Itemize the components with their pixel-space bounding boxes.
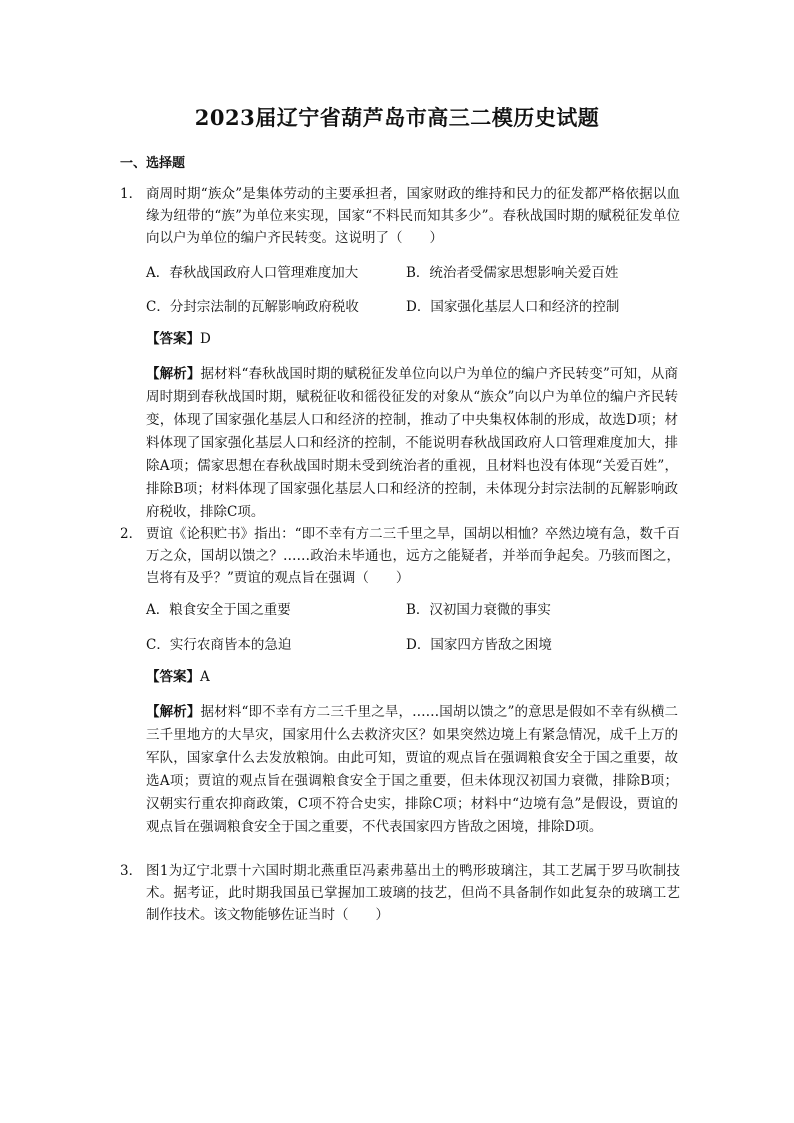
answer-value: A — [200, 669, 210, 685]
analysis-block — [146, 701, 678, 839]
option-c: C．实行农商皆本的急迫 — [146, 637, 292, 653]
question-3 — [120, 860, 680, 926]
answer-line — [146, 328, 211, 350]
section-heading: 一、选择题 — [120, 156, 186, 171]
option-d: D．国家强化基层人口和经济的控制 — [406, 299, 620, 315]
question-1 — [120, 183, 680, 249]
analysis-tag: 【解析】 — [146, 704, 201, 720]
analysis-tag: 【解析】 — [146, 366, 201, 382]
question-number: 2． — [120, 526, 143, 542]
question-stem: 图1为辽宁北票十六国时期北燕重臣冯素弗墓出土的鸭形玻璃注，其工艺属于罗马吹制技术。据考证，此时期我国虽已掌握加工玻璃的技艺，但尚不具备制作如此复杂的玻璃工艺制作技术。该文物能够佐证当时（ ） — [146, 863, 680, 923]
question-stem: 商周时期“族众”是集体劳动的主要承担者，国家财政的维持和民力的征发都严格依据以血缘为纽带的“族”为单位来实现，国家“不料民而知其多少”。春秋战国时期的赋税征发单位向以户为单位的编户齐民转变。这说明了（ ） — [146, 186, 680, 246]
answer-tag: 【答案】 — [146, 669, 200, 685]
page-title: 2023届辽宁省葫芦岛市高三二模历史试题 — [194, 105, 600, 130]
analysis-text: 据材料“即不幸有方二三千里之旱，……国胡以馈之”的意思是假如不幸有纵横二三千里地方的大旱灾，国家用什么去救济灾区？如果突然边境上有紧急情况，成千上万的军队，国家拿什么去发放粮饷。由此可知，贾谊的观点旨在强调粮食安全于国之重要，故选A项；贾谊的观点旨在强调粮食安全于国之重要，但未体现汉初国力衰微，排除B项；汉朝实行重农抑商政策，C项不符合史实，排除C项；材料中“边境有急”是假设，贾谊的观点旨在强调粮食安全于国之重要，不代表国家四方皆敌之困境，排除D项。 — [146, 704, 678, 835]
option-a: A．粮食安全于国之重要 — [146, 602, 291, 618]
answer-value: D — [200, 331, 211, 347]
analysis-text: 据材料“春秋战国时期的赋税征发单位向以户为单位的编户齐民转变”可知，从商周时期到春秋战国时期，赋税征收和徭役征发的对象从“族众”向以户为单位的编户齐民转变，体现了国家强化基层人口和经济的控制，推动了中央集权体制的形成，故选D项；材料体现了国家强化基层人口和经济的控制，不能说明春秋战国政府人口管理难度加大，排除A项；儒家思想在春秋战国时期未受到统治者的重视，且材料也没有体现“关爱百姓”，排除B项；材料体现了国家强化基层人口和经济的控制，未体现分封宗法制的瓦解影响政府税收，排除C项。 — [146, 366, 679, 520]
analysis-block — [146, 363, 678, 524]
option-a: A．春秋战国政府人口管理难度加大 — [146, 265, 359, 281]
question-stem: 贾谊《论积贮书》指出：“即不幸有方二三千里之旱，国胡以相恤？卒然边境有急，数千百万之众，国胡以馈之？……政治未毕通也，远方之能疑者，并举而争起矣。乃骇而图之，岂将有及乎？”贾谊的观点旨在强调（ ） — [146, 526, 680, 586]
option-d: D．国家四方皆敌之困境 — [406, 637, 552, 653]
option-b: B．统治者受儒家思想影响关爱百姓 — [406, 265, 619, 281]
answer-tag: 【答案】 — [146, 331, 200, 347]
question-number: 3． — [120, 863, 143, 879]
option-b: B．汉初国力衰微的事实 — [406, 602, 551, 618]
answer-line — [146, 666, 210, 688]
question-number: 1． — [120, 186, 143, 202]
option-c: C．分封宗法制的瓦解影响政府税收 — [146, 299, 359, 315]
question-2 — [120, 523, 680, 589]
